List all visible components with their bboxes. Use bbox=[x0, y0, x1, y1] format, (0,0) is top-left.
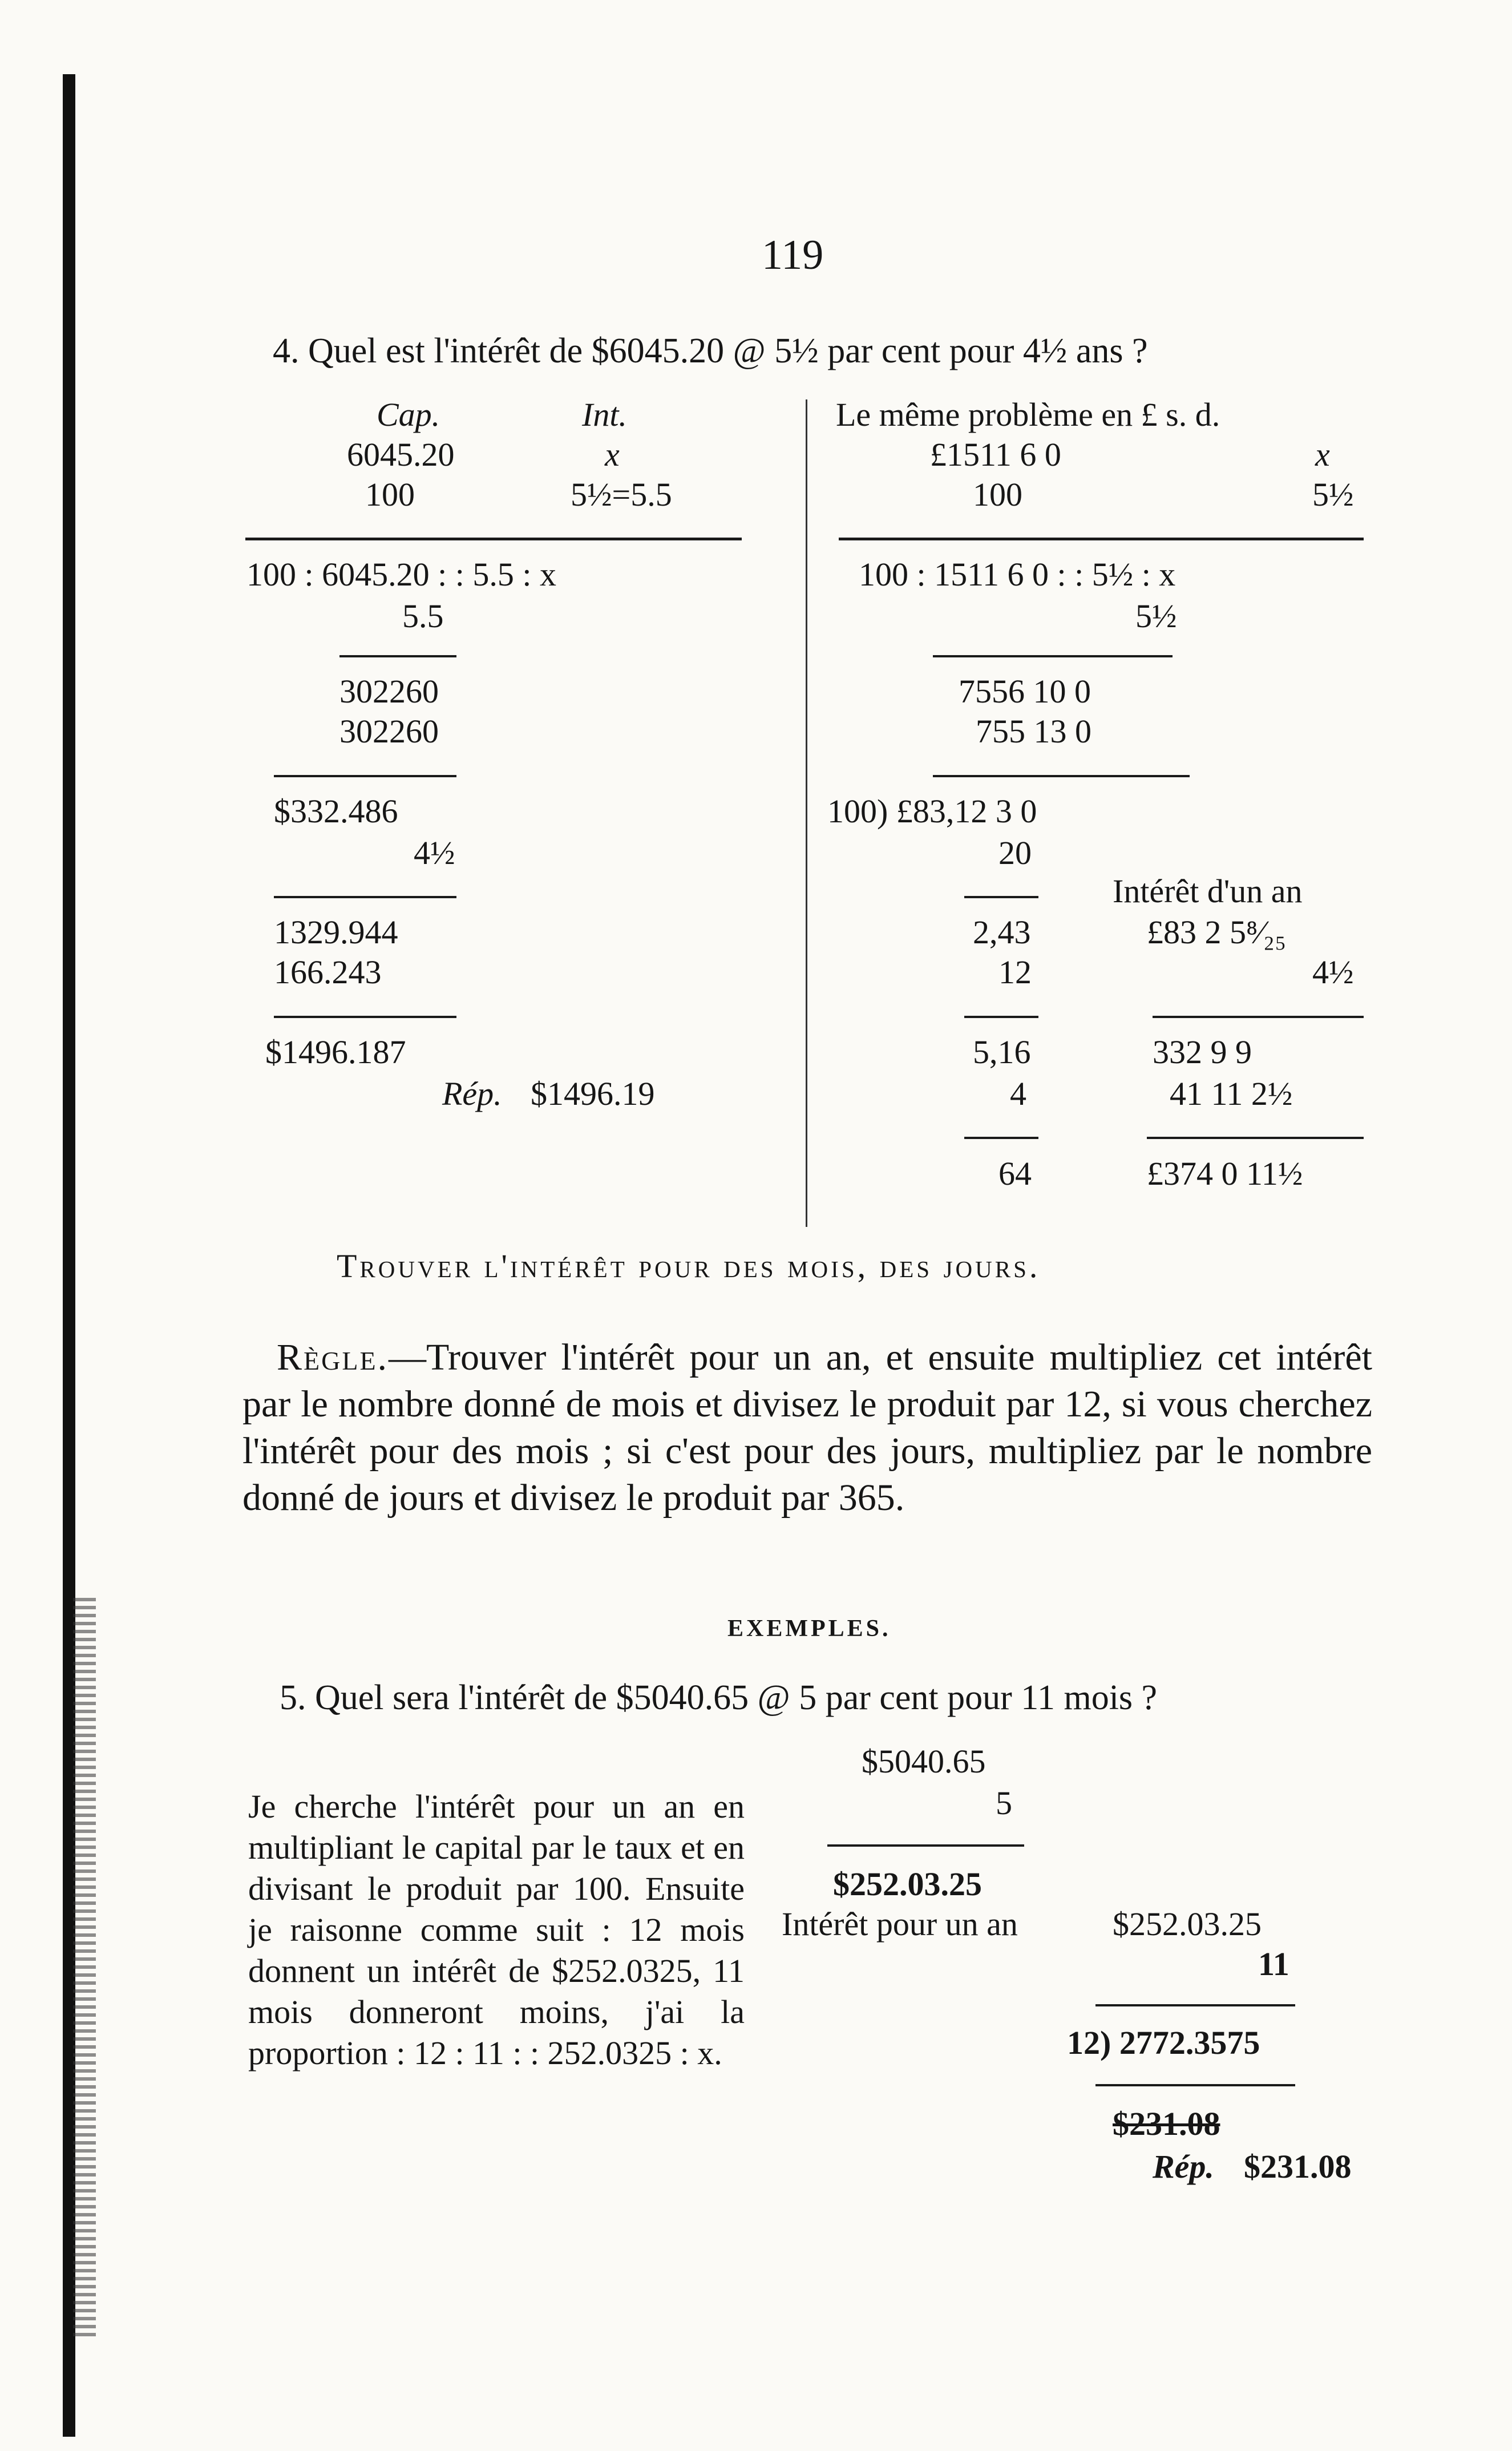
right-v3: 64 bbox=[998, 1155, 1032, 1192]
q5-c5: 12) 2772.3575 bbox=[1067, 2024, 1260, 2061]
question-5: 5. Quel sera l'intérêt de $5040.65 @ 5 par cent pour 11 mois ? bbox=[280, 1678, 1158, 1717]
right-proportion: 100 : 1511 6 0 : : 5½ : x bbox=[859, 556, 1176, 593]
right-p1: 7556 10 0 bbox=[959, 673, 1091, 710]
rule-label: Règle. bbox=[277, 1336, 389, 1378]
right-s2: 41 11 2½ bbox=[1170, 1075, 1293, 1112]
q5-interet-label: Intérêt pour un an bbox=[782, 1905, 1018, 1943]
page-binding-shadow bbox=[73, 1598, 96, 2340]
right-p2: 755 13 0 bbox=[976, 713, 1091, 750]
q5-c6: $231.08 bbox=[1113, 2105, 1220, 2142]
row2-cap: 100 bbox=[365, 476, 415, 513]
rule-q5-3 bbox=[1095, 2084, 1295, 2086]
rule-q5-1 bbox=[827, 1844, 1024, 1847]
right-mult: 5½ bbox=[1135, 597, 1177, 635]
right-m20: 20 bbox=[998, 834, 1032, 871]
right-v1: 2,43 bbox=[973, 914, 1031, 951]
right-row2: 100 bbox=[973, 476, 1022, 513]
mult-left: 5.5 bbox=[402, 597, 444, 635]
result2-left: $1496.187 bbox=[265, 1033, 406, 1071]
right-total: £374 0 11½ bbox=[1147, 1155, 1303, 1192]
page-number: 119 bbox=[762, 232, 824, 278]
rule-left-5 bbox=[274, 1016, 456, 1018]
right-s1: 332 9 9 bbox=[1153, 1033, 1252, 1071]
right-interet-value: £83 2 5⁸⁄₂₅ bbox=[1147, 914, 1287, 951]
result1-left: $332.486 bbox=[274, 793, 398, 830]
q5-c2: 5 bbox=[996, 1784, 1012, 1822]
row2-int: 5½=5.5 bbox=[571, 476, 672, 513]
right-v2: 5,16 bbox=[973, 1033, 1031, 1071]
rule-left-3 bbox=[274, 775, 456, 777]
header-int: Int. bbox=[582, 396, 627, 433]
proportion-left: 100 : 6045.20 : : 5.5 : x bbox=[246, 556, 556, 593]
right-row2-rate: 5½ bbox=[1312, 476, 1354, 513]
header-cap: Cap. bbox=[377, 396, 440, 433]
rule-right-1 bbox=[839, 538, 1364, 540]
q5-answer: $231.08 bbox=[1244, 2148, 1352, 2185]
q5-interet-value: $252.03.25 bbox=[1113, 1905, 1262, 1943]
answer-left: $1496.19 bbox=[531, 1075, 655, 1112]
rule-left-2 bbox=[339, 655, 456, 657]
p3-left: 1329.944 bbox=[274, 914, 398, 951]
p1-left: 302260 bbox=[339, 673, 439, 710]
right-m4: 4 bbox=[1010, 1075, 1026, 1112]
section-heading: Trouver l'intérêt pour des mois, des jours. bbox=[337, 1247, 1041, 1285]
rule-right-7 bbox=[1153, 1016, 1364, 1018]
rule-right-4 bbox=[964, 896, 1038, 898]
examples-heading: EXEMPLES. bbox=[727, 1616, 891, 1642]
rule-right-6 bbox=[964, 1137, 1038, 1139]
right-interet-label: Intérêt d'un an bbox=[1113, 873, 1303, 910]
q5-explanation: Je cherche l'intérêt pour un an en multipliant le capital par le taux et en divisant le produit par 100. Ensuite je raisonne comme suit : 12 mois donnent un intérêt de $252.0325, 11 mois donneront moins, j'ai la proportion : 12 : 11 : : 252.0325 : x. bbox=[248, 1788, 745, 2072]
answer-label-left: Rép. bbox=[442, 1075, 502, 1112]
rule-right-5 bbox=[964, 1016, 1038, 1018]
right-division: 100) £83,12 3 0 bbox=[827, 793, 1037, 830]
q5-c1: $5040.65 bbox=[862, 1743, 986, 1780]
p2-left: 302260 bbox=[339, 713, 439, 750]
right-row1-x: x bbox=[1315, 436, 1330, 473]
row1-int: x bbox=[605, 436, 620, 473]
rule-q5-2 bbox=[1095, 2004, 1295, 2006]
rule-left-1 bbox=[245, 538, 742, 540]
right-mult-years: 4½ bbox=[1312, 954, 1354, 991]
column-divider bbox=[806, 399, 807, 1227]
question-4: 4. Quel est l'intérêt de $6045.20 @ 5½ par cent pour 4½ ans ? bbox=[273, 332, 1148, 370]
p4-left: 166.243 bbox=[274, 954, 382, 991]
rule-left-4 bbox=[274, 896, 456, 898]
rule-text: —Trouver l'intérêt pour un an, et ensuite multipliez cet intérêt par le nombre donné de mois et divisez le produit par 12, si vous cherchez l'intérêt pour des mois ; si c'est pour des jours, multipliez par le nombre donné de jours et divisez le produit par 365. bbox=[242, 1336, 1372, 1519]
rule-paragraph bbox=[242, 1334, 1372, 1521]
rule-right-2 bbox=[933, 655, 1173, 657]
row1-cap: 6045.20 bbox=[347, 436, 455, 473]
right-m12: 12 bbox=[998, 954, 1032, 991]
q5-c3: $252.03.25 bbox=[833, 1865, 982, 1903]
rule-right-8 bbox=[1147, 1137, 1364, 1139]
rule-right-3 bbox=[933, 775, 1190, 777]
q5-c4: 11 bbox=[1258, 1945, 1289, 1982]
right-row1: £1511 6 0 bbox=[930, 436, 1061, 473]
mult2-left: 4½ bbox=[414, 834, 455, 871]
q5-answer-label: Rép. bbox=[1153, 2148, 1214, 2185]
right-title: Le même problème en £ s. d. bbox=[836, 396, 1220, 433]
